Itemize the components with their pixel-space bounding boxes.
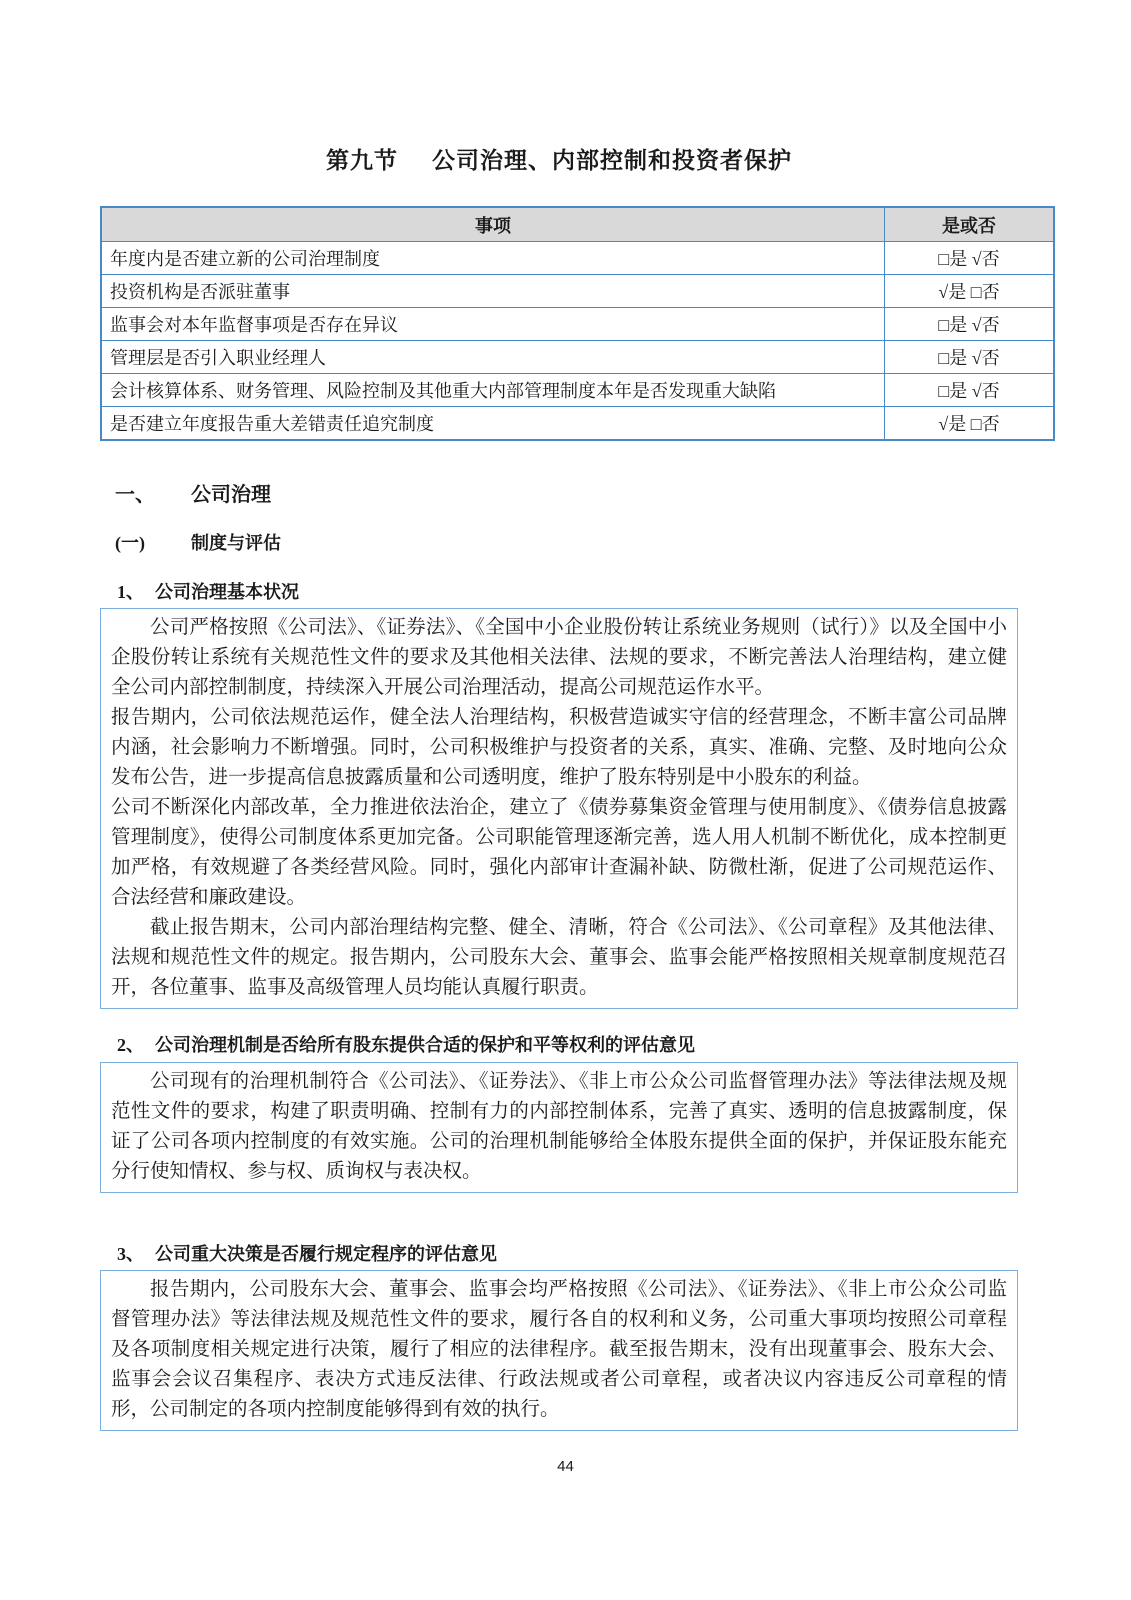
heading-text: 制度与评估 — [191, 533, 281, 553]
table-header-row — [101, 207, 1054, 242]
item-cell: 会计核算体系、财务管理、风险控制及其他重大内部管理制度本年是否发现重大缺陷 — [101, 374, 885, 407]
heading-text: 公司治理基本状况 — [155, 582, 299, 602]
item-cell: 是否建立年度报告重大差错责任追究制度 — [101, 407, 885, 441]
table-row — [101, 374, 1054, 407]
heading-number: 3、 — [117, 1244, 144, 1264]
heading-system-and-evaluation — [115, 529, 281, 555]
heading-number: 1、 — [117, 582, 144, 602]
page-title — [100, 142, 1018, 175]
governance-checklist-table — [100, 206, 1055, 441]
section-number: 第九节 — [326, 148, 398, 173]
heading-text: 公司治理机制是否给所有股东提供合适的保护和平等权利的评估意见 — [155, 1035, 695, 1055]
answer-cell: □是 √否 — [885, 242, 1055, 275]
text-block-major-decisions — [100, 1270, 1018, 1431]
answer-cell: √是 □否 — [885, 407, 1055, 441]
heading-number: (一) — [115, 533, 145, 553]
paragraph: 报告期内，公司股东大会、董事会、监事会均严格按照《公司法》、《证券法》、《非上市公众公司监督管理办法》等法律法规及规范性文件的要求，履行各自的权利和义务，公司重大事项均按照公司章程及各项制度相关规定进行决策，履行了相应的法律程序。截至报告期末，没有出现董事会、股东大会、监事会会议召集程序、表决方式违反法律、行政法规或者公司章程，或者决议内容违反公司章程的情形，公司制定的各项内控制度能够得到有效的执行。 — [111, 1279, 1007, 1420]
paragraph: 报告期内，公司依法规范运作，健全法人治理结构，积极营造诚实守信的经营理念，不断丰富公司品牌内涵，社会影响力不断增强。同时，公司积极维护与投资者的关系，真实、准确、完整、及时地向公众发布公告，进一步提高信息披露质量和公司透明度，维护了股东特别是中小股东的利益。 — [111, 707, 1007, 788]
item-cell: 管理层是否引入职业经理人 — [101, 341, 885, 374]
text-block-shareholder-protection — [100, 1062, 1018, 1193]
table-row — [101, 242, 1054, 275]
paragraph: 公司不断深化内部改革，全力推进依法治企，建立了《债券募集资金管理与使用制度》、《债券信息披露管理制度》，使得公司制度体系更加完备。公司职能管理逐渐完善，选人用人机制不断优化，成本控制更加严格，有效规避了各类经营风险。同时，强化内部审计查漏补缺、防微杜渐，促进了公司规范运作、合法经营和廉政建设。 — [111, 797, 1007, 908]
table-row — [101, 275, 1054, 308]
table-header-item: 事项 — [101, 207, 885, 242]
paragraph: 公司现有的治理机制符合《公司法》、《证券法》、《非上市公众公司监督管理办法》等法律法规及规范性文件的要求，构建了职责明确、控制有力的内部控制体系，完善了真实、透明的信息披露制度，保证了公司各项内控制度的有效实施。公司的治理机制能够给全体股东提供全面的保护，并保证股东能充分行使知情权、参与权、质询权与表决权。 — [111, 1071, 1007, 1182]
item-cell: 投资机构是否派驻董事 — [101, 275, 885, 308]
item-cell: 年度内是否建立新的公司治理制度 — [101, 242, 885, 275]
answer-cell: □是 √否 — [885, 374, 1055, 407]
answer-cell: √是 □否 — [885, 275, 1055, 308]
heading-number: 2、 — [117, 1035, 144, 1055]
heading-text: 公司重大决策是否履行规定程序的评估意见 — [155, 1244, 497, 1264]
heading-shareholder-protection-evaluation — [117, 1031, 695, 1057]
text-block-governance-status — [100, 608, 1018, 1009]
table-row — [101, 308, 1054, 341]
table-row — [101, 407, 1054, 441]
heading-corporate-governance — [115, 478, 271, 507]
table-header-yes-no: 是或否 — [885, 207, 1055, 242]
section-title: 公司治理、内部控制和投资者保护 — [432, 148, 792, 173]
answer-cell: □是 √否 — [885, 308, 1055, 341]
paragraph: 公司严格按照《公司法》、《证券法》、《全国中小企业股份转让系统业务规则（试行）》以及全国中小企股份转让系统有关规范性文件的要求及其他相关法律、法规的要求，不断完善法人治理结构，建立健全公司内部控制制度，持续深入开展公司治理活动，提高公司规范运作水平。 — [111, 617, 1007, 698]
paragraph: 截止报告期末，公司内部治理结构完整、健全、清晰，符合《公司法》、《公司章程》及其他法律、法规和规范性文件的规定。报告期内，公司股东大会、董事会、监事会能严格按照相关规章制度规范召开，各位董事、监事及高级管理人员均能认真履行职责。 — [111, 917, 1007, 998]
heading-text: 公司治理 — [191, 484, 271, 506]
answer-cell: □是 √否 — [885, 341, 1055, 374]
heading-major-decision-procedure-evaluation — [117, 1240, 497, 1266]
heading-governance-basic-status — [117, 578, 299, 604]
item-cell: 监事会对本年监督事项是否存在异议 — [101, 308, 885, 341]
table-row — [101, 341, 1054, 374]
heading-number: 一、 — [115, 484, 155, 506]
page-number: 44 — [557, 1458, 574, 1475]
